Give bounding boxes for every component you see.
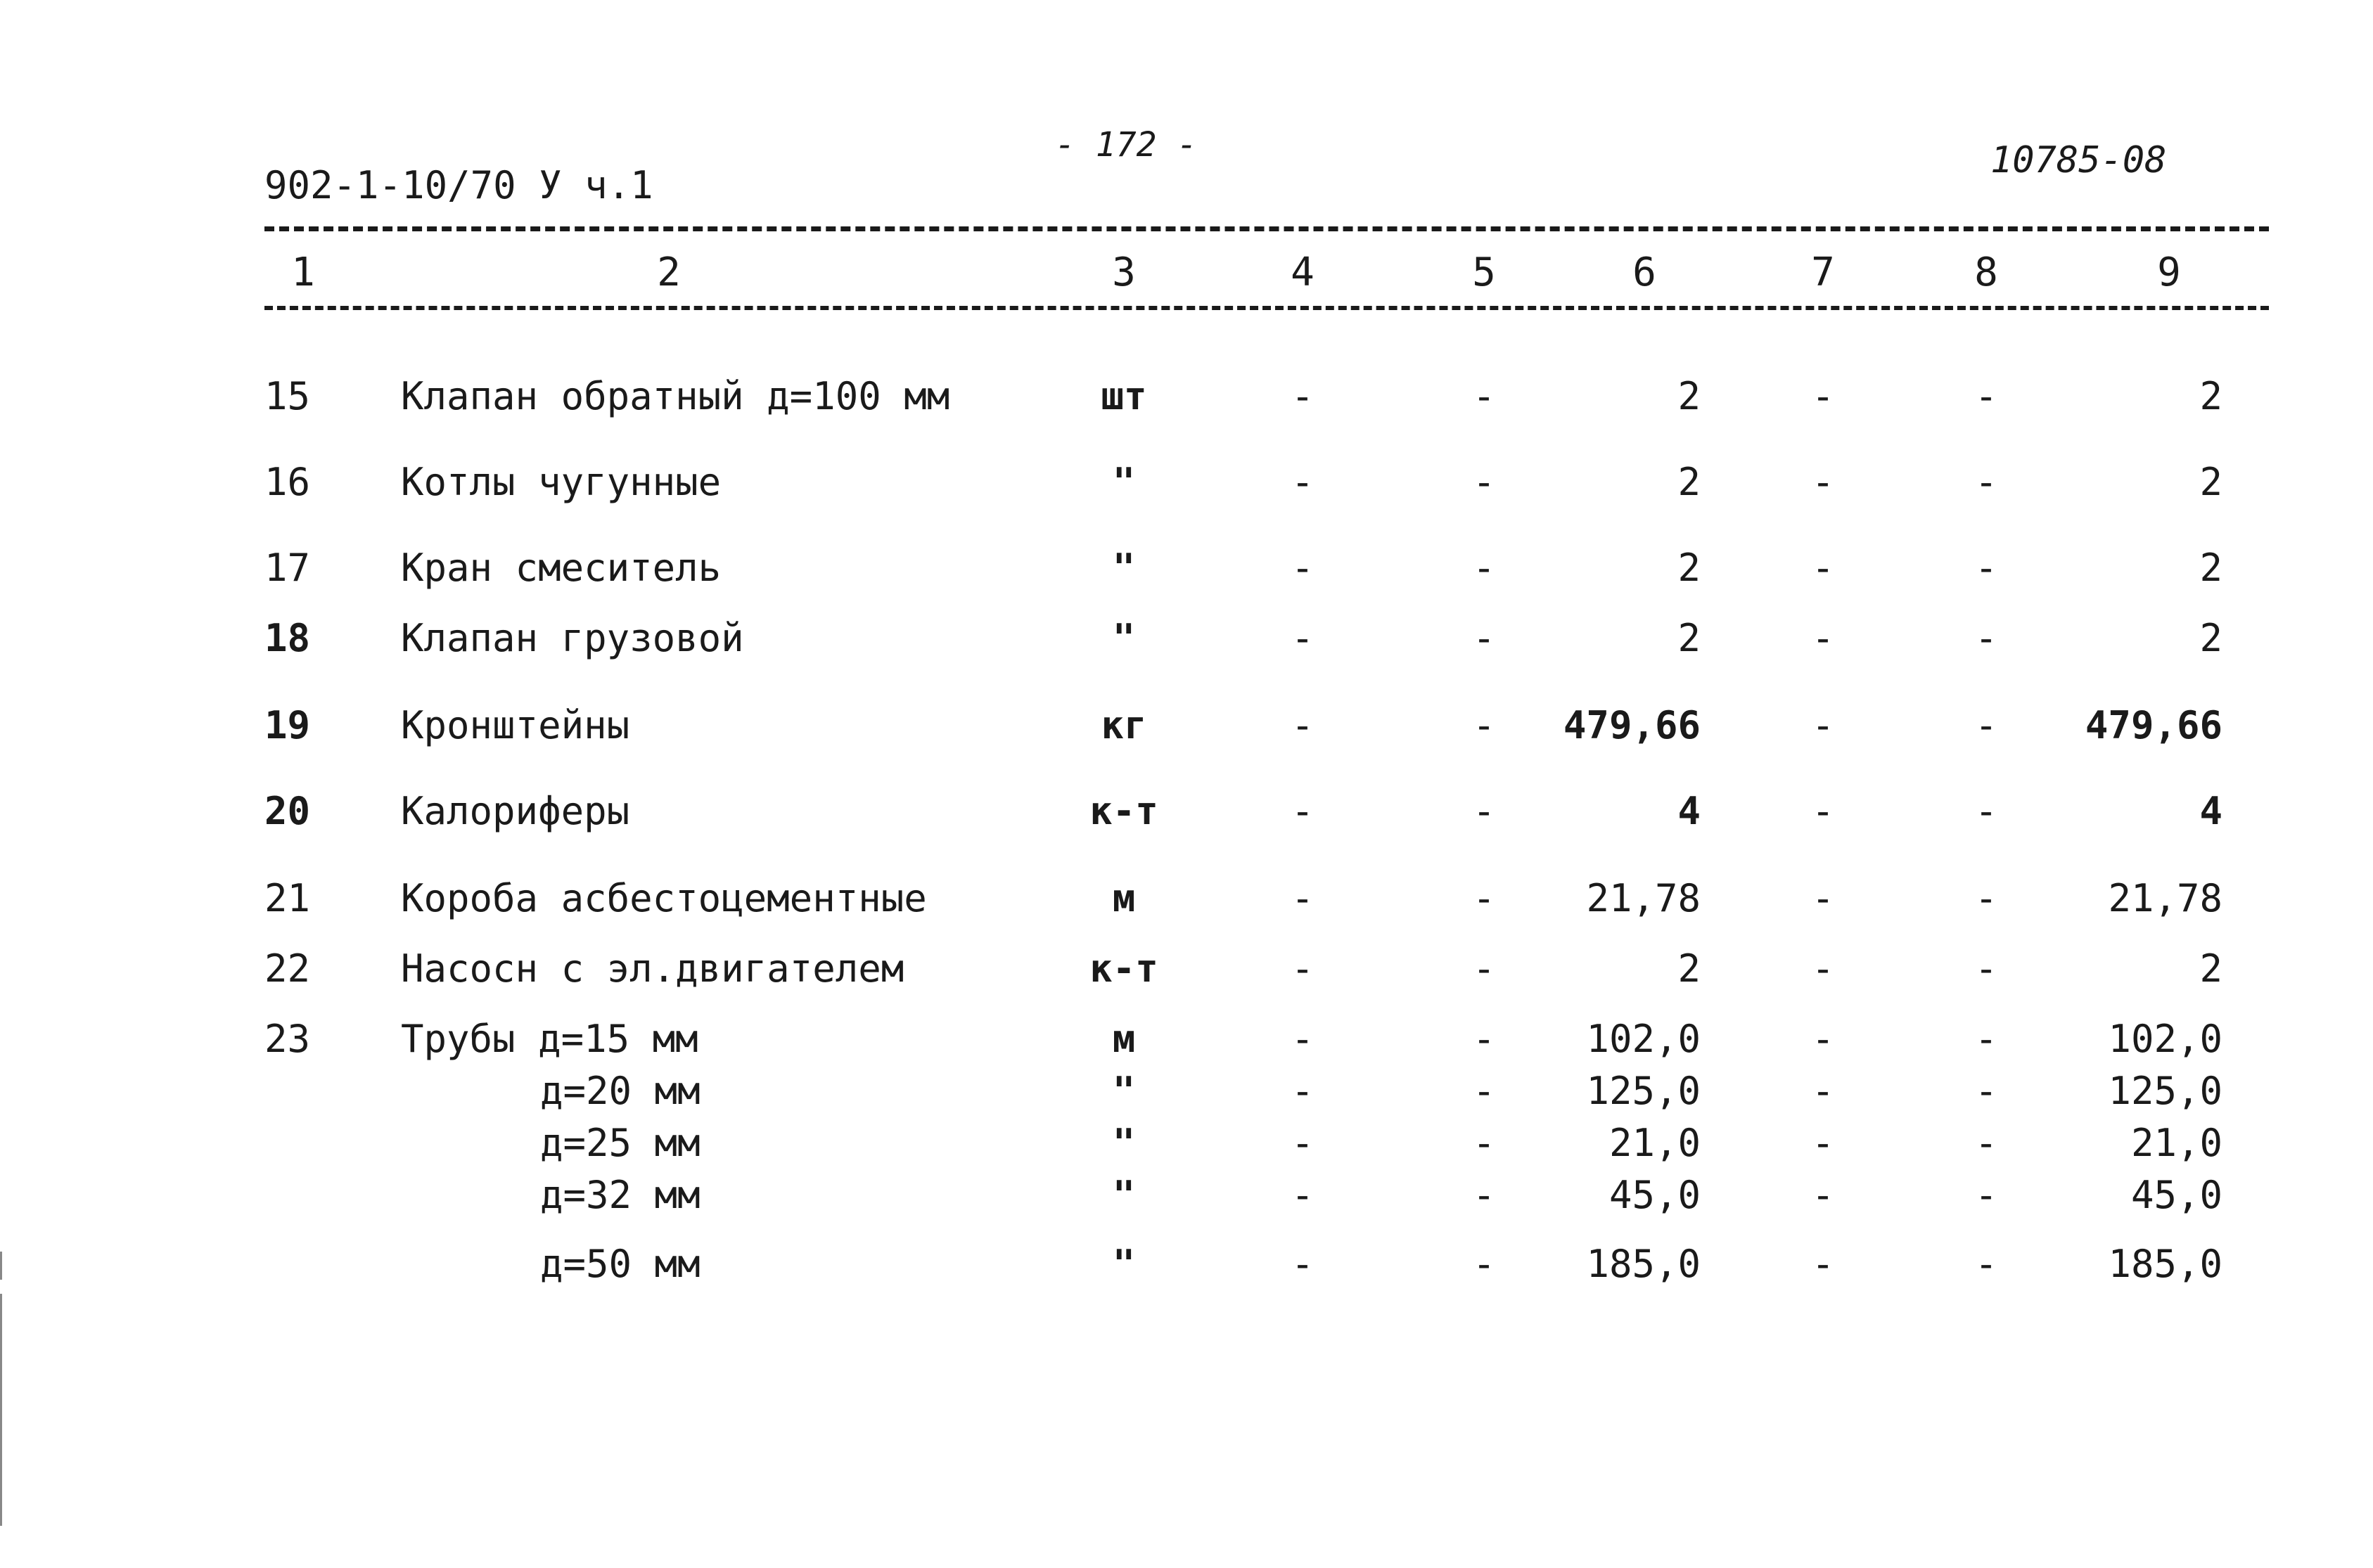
table-row (0, 374, 2373, 423)
item-name: Кран смеситель (401, 546, 722, 590)
col4-value: - (1291, 546, 1315, 590)
col7-value: - (1811, 374, 1835, 418)
col8-value: - (1974, 703, 1998, 747)
unit: " (1112, 616, 1136, 660)
col4-value: - (1291, 460, 1315, 504)
col9-value: 4 (2199, 789, 2222, 833)
col8-value: - (1974, 1121, 1998, 1165)
unit: м (1112, 1017, 1136, 1061)
col7-value: - (1811, 789, 1835, 833)
col9-value: 185,0 (2108, 1242, 2222, 1286)
row-number: 18 (264, 616, 311, 660)
table-row (0, 946, 2373, 996)
unit: " (1112, 460, 1136, 504)
col5-value: - (1472, 616, 1496, 660)
row-number: 19 (264, 703, 311, 747)
col4-value: - (1291, 1242, 1315, 1286)
item-name: Насосн с эл.двигателем (401, 946, 904, 991)
item-name: Котлы чугунные (401, 460, 722, 504)
row-number: 22 (264, 946, 311, 991)
col8-value: - (1974, 1242, 1998, 1286)
table-row (0, 460, 2373, 509)
unit: " (1112, 546, 1136, 590)
item-name: Короба асбестоцементные (401, 876, 927, 920)
col7-value: - (1811, 946, 1835, 991)
item-name: д=25 мм (540, 1121, 701, 1165)
col8-value: - (1974, 1017, 1998, 1061)
col5-value: - (1472, 703, 1496, 747)
col8-value: - (1974, 946, 1998, 991)
item-name: Клапан грузовой (401, 616, 744, 660)
row-number: 23 (264, 1017, 311, 1061)
unit: кг (1101, 703, 1147, 747)
col4-value: - (1291, 616, 1315, 660)
row-number: 15 (264, 374, 311, 418)
column-number: 9 (2157, 250, 2181, 295)
unit: " (1112, 1121, 1136, 1165)
col9-value: 21,78 (2108, 876, 2222, 920)
column-number: 4 (1291, 250, 1315, 295)
column-number: 5 (1472, 250, 1496, 295)
table-row (0, 1173, 2373, 1222)
table-row (0, 876, 2373, 925)
col5-value: - (1472, 1017, 1496, 1061)
unit: " (1112, 1069, 1136, 1113)
col5-value: - (1472, 374, 1496, 418)
col5-value: - (1472, 946, 1496, 991)
table-row (0, 703, 2373, 752)
col7-value: - (1811, 1069, 1835, 1113)
column-number: 7 (1811, 250, 1835, 295)
page-number: - 172 - (1055, 125, 1198, 165)
col6-value: 2 (1677, 616, 1701, 660)
unit: шт (1101, 374, 1147, 418)
table-row (0, 616, 2373, 665)
col5-value: - (1472, 876, 1496, 920)
row-number: 21 (264, 876, 311, 920)
col9-value: 102,0 (2108, 1017, 2222, 1061)
col6-value: 45,0 (1608, 1173, 1701, 1217)
col6-value: 21,0 (1608, 1121, 1701, 1165)
col8-value: - (1974, 546, 1998, 590)
column-number-header (264, 250, 2269, 310)
col7-value: - (1811, 460, 1835, 504)
item-name: Трубы д=15 мм (401, 1017, 698, 1061)
table-row (0, 1242, 2373, 1291)
col9-value: 2 (2199, 546, 2222, 590)
table-top-rule (264, 226, 2269, 231)
row-number: 20 (264, 789, 311, 833)
col6-value: 4 (1677, 789, 1701, 833)
item-name: Калориферы (401, 789, 630, 833)
col6-value: 21,78 (1586, 876, 1701, 920)
col4-value: - (1291, 1069, 1315, 1113)
col8-value: - (1974, 789, 1998, 833)
col6-value: 479,66 (1563, 703, 1701, 747)
document-code: 902-1-10/70 У ч.1 (264, 163, 653, 207)
col9-value: 45,0 (2130, 1173, 2222, 1217)
col9-value: 21,0 (2130, 1121, 2222, 1165)
col4-value: - (1291, 1173, 1315, 1217)
col4-value: - (1291, 789, 1315, 833)
col6-value: 185,0 (1586, 1242, 1701, 1286)
col7-value: - (1811, 1017, 1835, 1061)
unit: " (1112, 1173, 1136, 1217)
col4-value: - (1291, 946, 1315, 991)
column-number: 3 (1112, 250, 1136, 295)
col7-value: - (1811, 876, 1835, 920)
item-name: Кронштейны (401, 703, 630, 747)
table-row (0, 789, 2373, 838)
col5-value: - (1472, 1121, 1496, 1165)
unit: " (1112, 1242, 1136, 1286)
table-row (0, 1121, 2373, 1170)
item-name: Клапан обратный д=100 мм (401, 374, 950, 418)
col8-value: - (1974, 460, 1998, 504)
scan-margin-mark (0, 1294, 2, 1526)
row-number: 16 (264, 460, 311, 504)
unit: к-т (1089, 789, 1158, 833)
col7-value: - (1811, 1242, 1835, 1286)
col5-value: - (1472, 546, 1496, 590)
col5-value: - (1472, 789, 1496, 833)
archive-number: 10785-08 (1990, 139, 2167, 181)
col6-value: 2 (1677, 460, 1701, 504)
col6-value: 2 (1677, 546, 1701, 590)
col8-value: - (1974, 1173, 1998, 1217)
col5-value: - (1472, 460, 1496, 504)
column-number: 2 (657, 250, 681, 295)
col4-value: - (1291, 876, 1315, 920)
row-number: 17 (264, 546, 311, 590)
column-number: 6 (1632, 250, 1656, 295)
col7-value: - (1811, 1121, 1835, 1165)
table-row (0, 1069, 2373, 1118)
unit: к-т (1089, 946, 1158, 991)
col7-value: - (1811, 616, 1835, 660)
col8-value: - (1974, 876, 1998, 920)
item-name: д=20 мм (540, 1069, 701, 1113)
col6-value: 125,0 (1586, 1069, 1701, 1113)
col9-value: 2 (2199, 460, 2222, 504)
item-name: д=32 мм (540, 1173, 701, 1217)
col9-value: 125,0 (2108, 1069, 2222, 1113)
col9-value: 2 (2199, 616, 2222, 660)
table-row (0, 546, 2373, 595)
item-name: д=50 мм (540, 1242, 701, 1286)
column-number: 1 (291, 250, 315, 295)
col4-value: - (1291, 374, 1315, 418)
col5-value: - (1472, 1242, 1496, 1286)
column-number: 8 (1974, 250, 1998, 295)
col8-value: - (1974, 374, 1998, 418)
col9-value: 2 (2199, 374, 2222, 418)
col9-value: 2 (2199, 946, 2222, 991)
col9-value: 479,66 (2085, 703, 2222, 747)
col4-value: - (1291, 703, 1315, 747)
col6-value: 2 (1677, 374, 1701, 418)
col6-value: 102,0 (1586, 1017, 1701, 1061)
col4-value: - (1291, 1121, 1315, 1165)
col4-value: - (1291, 1017, 1315, 1061)
col7-value: - (1811, 546, 1835, 590)
col5-value: - (1472, 1173, 1496, 1217)
col7-value: - (1811, 1173, 1835, 1217)
col6-value: 2 (1677, 946, 1701, 991)
col7-value: - (1811, 703, 1835, 747)
col8-value: - (1974, 616, 1998, 660)
unit: м (1112, 876, 1136, 920)
table-row (0, 1017, 2373, 1066)
col8-value: - (1974, 1069, 1998, 1113)
col5-value: - (1472, 1069, 1496, 1113)
scan-margin-mark (0, 1252, 2, 1280)
